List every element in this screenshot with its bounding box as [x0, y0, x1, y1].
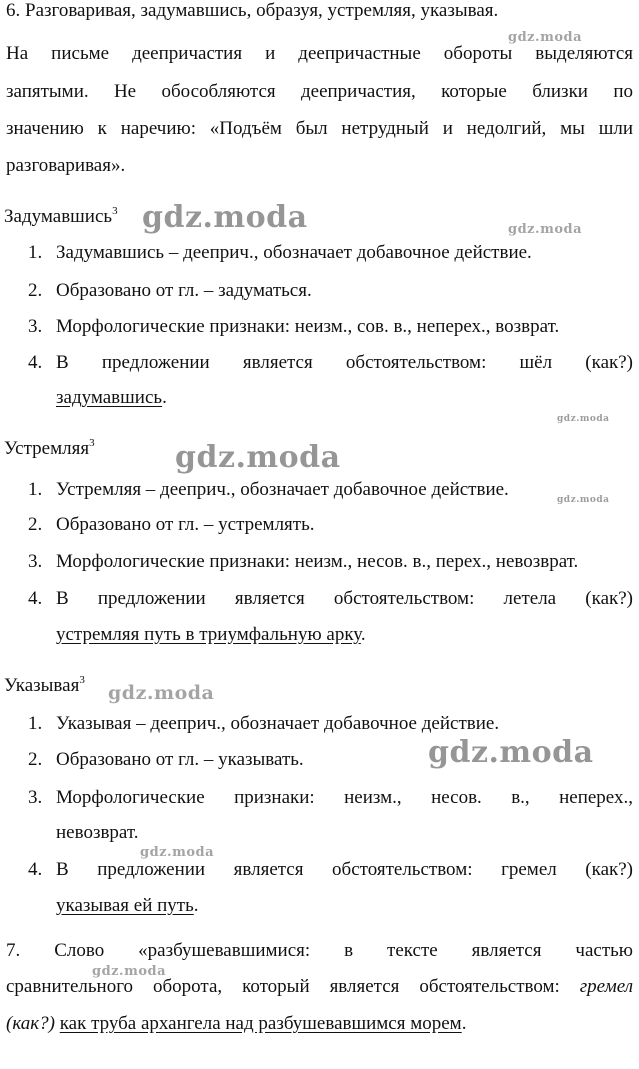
paragraph-line-3: значению к наречию: «Подъём был нетрудный и недолгий, мы шли [6, 118, 633, 139]
watermark: gdz.moda [508, 30, 583, 45]
task-7-line-1: 7. Слово «разбушевавшимися: в тексте является частью [6, 940, 633, 961]
list-item-continuation: задумавшись. [56, 387, 167, 408]
paragraph-line-4: разговаривая». [6, 155, 126, 176]
list-item-continuation: устремляя путь в триумфальную арку. [56, 624, 366, 645]
task-7-line-2: сравнительного оборота, который является обстоятельством: гремел [6, 976, 634, 997]
document-page: 6. Разговаривая, задумавшись, образуя, устремляя, указывая. На письме деепричастия и деепричастные обороты выделяются запятыми. Не обособляются деепричастия, которые близки по значению к наречию: «Подъём был нетрудный и недолгий, мы шли разговаривая». Задумавшись$^3$ 1. Задумавшись – дееприч., обозначает добавочное действие. 2. Образовано от гл. – задуматься. 3. Морфологические признаки: неизм., сов. в., неперех., возврат. 4. В предложении является обстоятельством: шёл (как?) задумавшись. Устремляя$^3$ 1. Устремляя – дееприч., обозначает добавочное действие. 2. Образовано от гл. – устремлять. 3. Морфологические признаки: неизм., несов. в., перех., невозврат. 4. В предложении является обстоятельством: летела (как?) устремляя путь в триумфальную арку. Указывая$^3$ 1. Указывая – дееприч., обозначает добавочное действие. 2. Образовано от гл. – указывать. 3. Морфологические признаки: неизм., несов. в., неперех., невозврат. 4. В предложении является обстоятельством: гремел (как?) указывая ей путь. 7. Слово «разбушевавшимися: в тексте является частью сравнительного оборота, который является обстоятельством: гремел (как?) как труба архангела над разбушевавшимся морем. gdz.moda gdz.moda gdz.moda gdz.moda gdz.moda gdz.moda gdz.moda gdz.moda gdz.moda gdz.moda [4, 0, 634, 1034]
watermark: gdz.moda [140, 845, 215, 860]
paragraph-line-2: запятыми. Не обособляются деепричастия, которые близки по [6, 81, 633, 102]
task-7-line-3: (как?) как труба архангела над разбушевавшимся морем. [6, 1013, 467, 1034]
task-6-line: 6. Разговаривая, задумавшись, образуя, устремляя, указывая. [6, 0, 499, 21]
list-item-continuation: невозврат. [56, 822, 139, 843]
list-item-continuation: указывая ей путь. [56, 895, 199, 916]
section-heading: Задумавшись$^3$ [4, 205, 118, 227]
watermark: gdz.moda [108, 682, 215, 704]
watermark: gdz.moda [508, 222, 583, 237]
watermark: gdz.moda [92, 964, 167, 979]
watermark: gdz.moda [142, 200, 308, 235]
watermark: gdz.moda [557, 414, 610, 424]
section-heading: Указывая$^3$ [4, 674, 85, 696]
watermark: gdz.moda [557, 495, 610, 505]
watermark: gdz.moda [428, 735, 594, 770]
section-heading: Устремляя$^3$ [4, 437, 95, 459]
paragraph-line-1: На письме деепричастия и деепричастные обороты выделяются [6, 43, 633, 64]
watermark: gdz.moda [175, 440, 341, 475]
